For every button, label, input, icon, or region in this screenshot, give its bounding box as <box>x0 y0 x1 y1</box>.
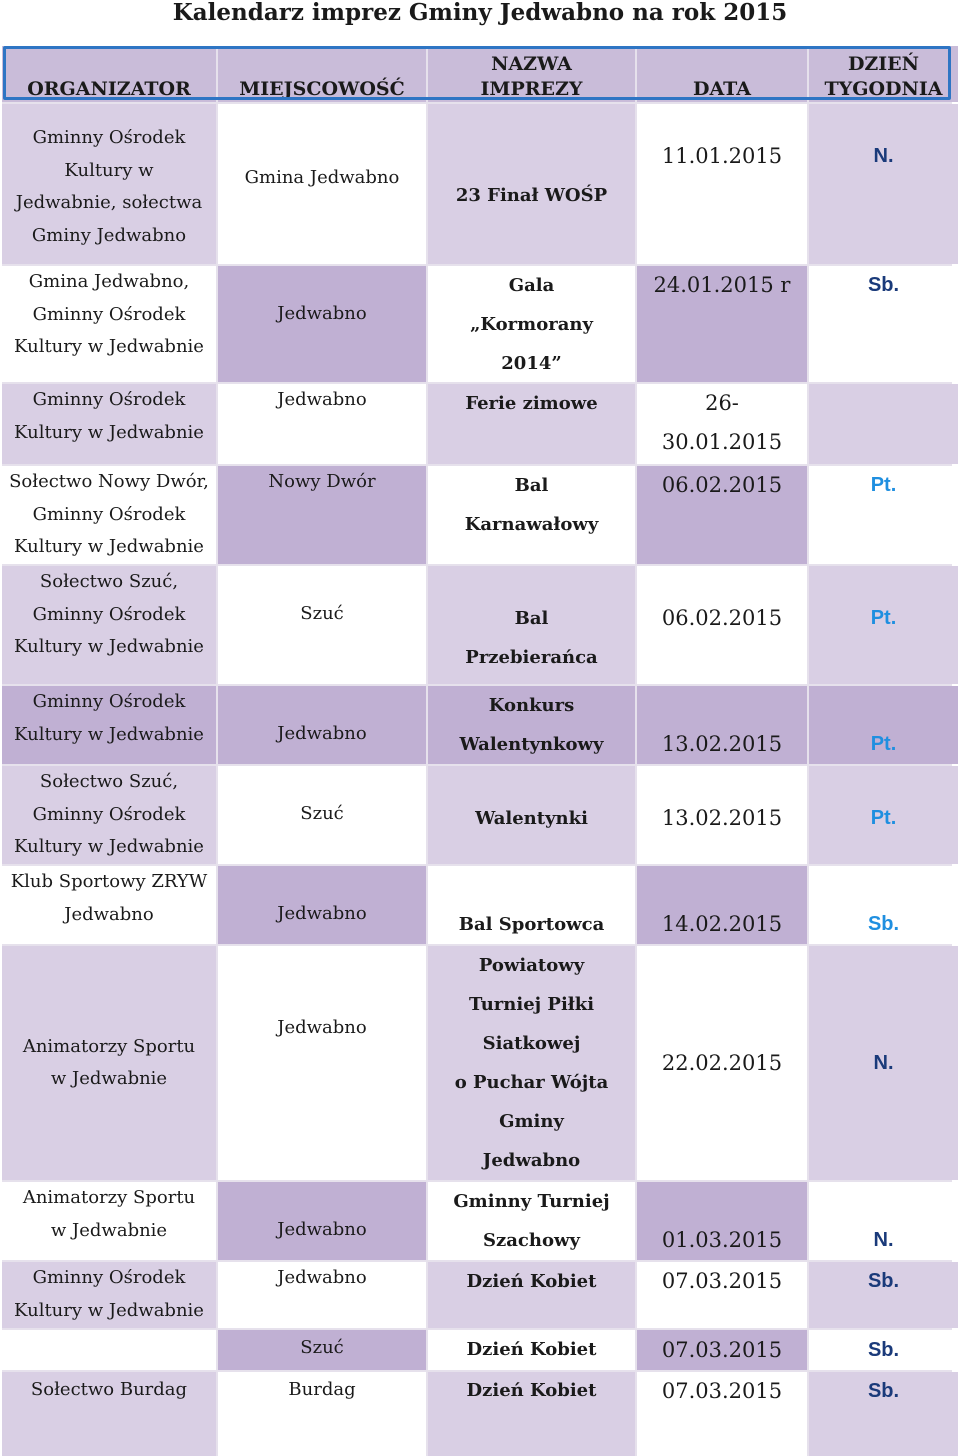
cell-text: Gmina Jedwabno <box>244 167 400 188</box>
cell-text: Kultury w Jedwabnie <box>14 836 204 857</box>
table-row-date <box>637 1372 807 1456</box>
cell-text: Powiatowy <box>478 955 585 976</box>
cell-text: Sb. <box>867 913 900 935</box>
cell-text: Animatorzy Sportu <box>22 1187 196 1208</box>
cell-text: Bal <box>514 475 549 496</box>
cell-text: Gminny Ośrodek <box>32 803 186 825</box>
header-date <box>637 46 807 102</box>
cell-text: 30.01.2015 <box>661 430 783 454</box>
cell-text: N. <box>873 1051 894 1074</box>
table-row-organizer <box>2 1330 216 1370</box>
cell-text: Jedwabno <box>277 1267 367 1288</box>
cell-text: 07.03.2015 <box>661 1269 783 1293</box>
cell-text: Klub Sportowy ZRYW <box>10 871 208 892</box>
cell-text: Ferie zimowe <box>465 393 598 414</box>
cell-text: Pt. <box>870 807 897 829</box>
cell-text: ORGANIZATOR <box>27 78 191 100</box>
cell-text: 07.03.2015 <box>661 1338 783 1362</box>
cell-text: Walentynki <box>475 808 588 829</box>
table-row-organizer <box>2 104 216 264</box>
cell-text: Gmina Jedwabno, <box>28 271 190 292</box>
events-table <box>2 46 952 1456</box>
cell-text: Gala <box>508 275 555 296</box>
table-row-date <box>637 866 807 944</box>
table-row-day <box>809 566 958 684</box>
cell-text: Jedwabno <box>277 903 367 924</box>
header-place <box>218 46 426 102</box>
header-organizer <box>2 46 216 102</box>
table-row-place <box>218 266 426 382</box>
table-row-event <box>428 566 635 684</box>
table-row-organizer <box>2 1262 216 1328</box>
cell-text: w Jedwabnie <box>50 1068 168 1089</box>
cell-text: Jedwabno <box>277 389 367 410</box>
cell-text: Kultury w Jedwabnie <box>14 536 204 557</box>
cell-text: N. <box>873 145 894 167</box>
table-row-place <box>218 686 426 764</box>
cell-text: MIEJSCOWOŚĆ <box>239 78 405 100</box>
table-row-day <box>809 1372 958 1456</box>
table-row-event <box>428 1330 635 1370</box>
table-row-organizer <box>2 686 216 764</box>
table-row-event <box>428 686 635 764</box>
cell-text: 13.02.2015 <box>661 806 783 830</box>
table-row-date <box>637 1330 807 1370</box>
table-row-day <box>809 266 958 382</box>
table-row-day <box>809 1262 958 1328</box>
cell-text: Sołectwo Nowy Dwór, <box>9 471 209 492</box>
cell-text: 14.02.2015 <box>661 912 783 936</box>
table-row-organizer <box>2 1182 216 1260</box>
cell-text: Szuć <box>300 803 344 824</box>
table-row-event <box>428 266 635 382</box>
cell-text: Animatorzy Sportu <box>22 1035 196 1057</box>
cell-text: Jedwabno <box>277 723 367 744</box>
page-title: Kalendarz imprez Gminy Jedwabno na rok 2015 <box>172 0 788 26</box>
cell-text: DZIEŃ <box>847 53 920 75</box>
table-row-date <box>637 566 807 684</box>
cell-text: Walentynkowy <box>459 734 604 755</box>
table-row-organizer <box>2 946 216 1180</box>
table-row-date <box>637 266 807 382</box>
cell-text: Gminy <box>499 1111 564 1132</box>
table-row-place <box>218 766 426 864</box>
cell-text: DATA <box>692 78 752 100</box>
table-row-day <box>809 766 958 864</box>
cell-text: Gminny Ośrodek <box>32 603 186 625</box>
table-row-organizer <box>2 466 216 564</box>
cell-text: Kultury w Jedwabnie <box>14 336 204 357</box>
cell-text: 2014” <box>501 353 562 374</box>
table-row-event <box>428 766 635 864</box>
cell-text: N. <box>873 1229 894 1251</box>
cell-text: Jedwabnie, sołectwa <box>15 192 203 213</box>
table-row-organizer <box>2 766 216 864</box>
cell-text: 22.02.2015 <box>661 1050 783 1075</box>
cell-text: „Kormorany <box>470 314 593 335</box>
cell-text: Kultury w Jedwabnie <box>14 1299 204 1321</box>
cell-text: Gminny Ośrodek <box>32 127 186 148</box>
cell-text: Kultury w Jedwabnie <box>14 636 204 657</box>
cell-text: Kultury w Jedwabnie <box>14 421 204 443</box>
cell-text: Jedwabno <box>482 1150 581 1171</box>
cell-text: IMPREZY <box>480 78 583 100</box>
cell-text: Sb. <box>867 1380 900 1402</box>
cell-text: Dzień Kobiet <box>466 1380 597 1401</box>
cell-text: Dzień Kobiet <box>466 1339 597 1360</box>
table-row-event <box>428 866 635 944</box>
table-row-place <box>218 384 426 464</box>
table-row-place <box>218 1372 426 1456</box>
cell-text: Turniej Piłki <box>468 994 595 1015</box>
header-event <box>428 46 635 102</box>
table-row-event <box>428 104 635 264</box>
table-row-place <box>218 1330 426 1370</box>
table-row-place <box>218 104 426 264</box>
cell-text: Jedwabno <box>277 1017 367 1038</box>
table-row-date <box>637 946 807 1180</box>
cell-text: Szuć <box>300 1337 344 1358</box>
table-row-day <box>809 946 958 1180</box>
cell-text: TYGODNIA <box>824 78 943 100</box>
cell-text: Szachowy <box>483 1230 580 1251</box>
cell-text: Pt. <box>870 733 897 755</box>
table-row-organizer <box>2 1372 216 1456</box>
cell-text: Jedwabno <box>277 303 367 324</box>
table-row-organizer <box>2 566 216 684</box>
cell-text: 11.01.2015 <box>661 144 783 168</box>
table-row-day <box>809 1330 958 1370</box>
cell-text: Gminy Jedwabno <box>31 224 187 246</box>
header-day <box>809 46 958 102</box>
table-row-place <box>218 1182 426 1260</box>
cell-text: Gminny Ośrodek <box>32 691 186 712</box>
cell-text: 01.03.2015 <box>661 1228 783 1252</box>
cell-text: Gminny Ośrodek <box>32 503 186 525</box>
cell-text: Siatkowej <box>482 1033 581 1054</box>
table-row-day <box>809 466 958 564</box>
table-row-event <box>428 384 635 464</box>
cell-text: w Jedwabnie <box>50 1219 168 1241</box>
table-row-date <box>637 384 807 464</box>
cell-text: 07.03.2015 <box>661 1379 783 1403</box>
table-row-date <box>637 104 807 264</box>
cell-text: Sołectwo Szuć, <box>39 571 179 592</box>
cell-text: Sb. <box>867 274 900 296</box>
table-row-place <box>218 1262 426 1328</box>
cell-text: Gminny Ośrodek <box>32 303 186 325</box>
cell-text: 26- <box>705 391 739 415</box>
table-row-date <box>637 766 807 864</box>
table-row-date <box>637 686 807 764</box>
cell-text: Dzień Kobiet <box>466 1271 597 1292</box>
cell-text: Kultury w <box>64 159 154 181</box>
cell-text: Gminny Turniej <box>453 1191 610 1212</box>
table-row-organizer <box>2 384 216 464</box>
table-row-place <box>218 566 426 684</box>
table-row-place <box>218 946 426 1180</box>
cell-text: Gminny Ośrodek <box>32 1267 186 1288</box>
table-row-day <box>809 686 958 764</box>
table-row-organizer <box>2 866 216 944</box>
table-row-day <box>809 1182 958 1260</box>
cell-text: Pt. <box>870 474 897 496</box>
table-row-date <box>637 1262 807 1328</box>
cell-text: NAZWA <box>491 53 572 75</box>
table-row-date <box>637 1182 807 1260</box>
table-row-day <box>809 384 958 464</box>
cell-text: Sb. <box>867 1270 900 1292</box>
cell-text: Przebierańca <box>465 647 598 668</box>
table-row-day <box>809 866 958 944</box>
cell-text: 23 Finał WOŚP <box>455 185 608 206</box>
cell-text: o Puchar Wójta <box>454 1072 609 1093</box>
table-row-event <box>428 1182 635 1260</box>
cell-text: Szuć <box>300 603 344 624</box>
cell-text: Konkurs <box>488 695 575 716</box>
cell-text: 06.02.2015 <box>661 606 783 630</box>
table-row-event <box>428 946 635 1180</box>
table-row-event <box>428 1372 635 1456</box>
cell-text: Gminny Ośrodek <box>32 389 186 410</box>
cell-text: Kultury w Jedwabnie <box>14 723 204 745</box>
table-row-place <box>218 866 426 944</box>
table-row-day <box>809 104 958 264</box>
cell-text: 13.02.2015 <box>661 732 783 756</box>
cell-text: Bal Sportowca <box>458 914 605 935</box>
cell-text: 06.02.2015 <box>661 473 783 497</box>
table-row-organizer <box>2 266 216 382</box>
cell-text: Karnawałowy <box>464 514 599 535</box>
cell-text: 24.01.2015 r <box>653 273 791 297</box>
table-row-event <box>428 466 635 564</box>
cell-text: Sołectwo Burdag <box>30 1379 188 1400</box>
cell-text: Sb. <box>867 1339 900 1361</box>
cell-text: Burdag <box>288 1379 356 1400</box>
cell-text: Jedwabno <box>64 903 154 925</box>
table-row-event <box>428 1262 635 1328</box>
table-row-place <box>218 466 426 564</box>
cell-text: Pt. <box>870 607 897 629</box>
cell-text: Bal <box>514 608 549 629</box>
cell-text: Jedwabno <box>277 1219 367 1240</box>
cell-text: Sołectwo Szuć, <box>39 771 179 792</box>
cell-text: Nowy Dwór <box>268 471 376 492</box>
table-row-date <box>637 466 807 564</box>
